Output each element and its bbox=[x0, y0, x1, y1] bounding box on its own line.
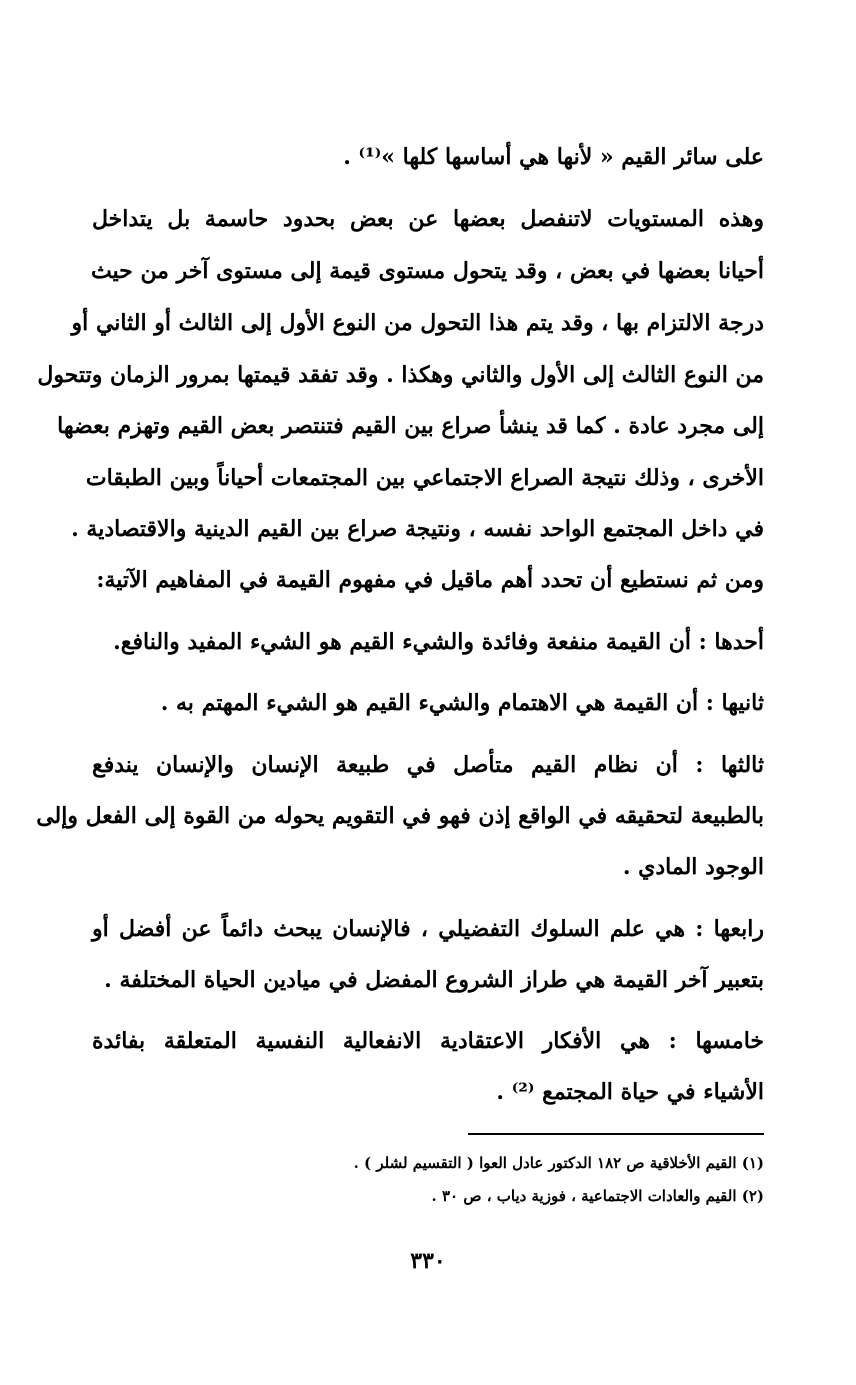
paragraph-line: ومن ثم نستطيع أن تحدد أهم ماقيل في مفهوم القيمة في المفاهيم الآتية: bbox=[96, 567, 764, 593]
paragraph-line: درجة الالتزام بها ، وقد يتم هذا التحول من النوع الأول إلى الثالث أو الثاني أو bbox=[71, 310, 764, 336]
footnote-divider bbox=[468, 1133, 764, 1135]
footnote-2: (٢) القيم والعادات الاجتماعية ، فوزية دياب ، ص ٣٠ . bbox=[431, 1187, 764, 1205]
footnote-1: (١) القيم الأخلاقية ص ١٨٢ الدكتور عادل العوا ( التقسيم لشلر ) . bbox=[353, 1154, 764, 1172]
concept-item-3: ثالثها : أن نظام القيم متأصل في طبيعة الإنسان والإنسان يندفع bbox=[92, 752, 764, 778]
paragraph-line: الأخرى ، وذلك نتيجة الصراع الاجتماعي بين المجتمعات أحياناً وبين الطبقات bbox=[85, 465, 764, 491]
body-line: على سائر القيم « لأنها هي أساسها كلها »⁽¹⁾ . bbox=[343, 144, 764, 170]
concept-item-3-cont: الوجود المادي . bbox=[622, 854, 764, 880]
concept-item-2: ثانيها : أن القيمة هي الاهتمام والشيء القيم هو الشيء المهتم به . bbox=[160, 690, 764, 716]
concept-item-5-cont: الأشياء في حياة المجتمع ⁽²⁾ . bbox=[496, 1079, 764, 1105]
paragraph-line: في داخل المجتمع الواحد نفسه ، ونتيجة صراع بين القيم الدينية والاقتصادية . bbox=[71, 516, 764, 542]
page-number: ٣٣٠ bbox=[410, 1248, 446, 1274]
concept-item-4: رابعها : هي علم السلوك التفضيلي ، فالإنسان يبحث دائماً عن أفضل أو bbox=[92, 916, 764, 942]
paragraph-line: وهذه المستويات لاتنفصل بعضها عن بعض بحدود حاسمة بل يتداخل bbox=[92, 206, 764, 232]
concept-item-3-cont: بالطبيعة لتحقيقه في الواقع إذن فهو في التقويم يحوله من القوة إلى الفعل وإلى bbox=[36, 803, 764, 829]
paragraph-line: أحيانا بعضها في بعض ، وقد يتحول مستوى قيمة إلى مستوى آخر من حيث bbox=[90, 258, 764, 284]
concept-item-4-cont: بتعبير آخر القيمة هي طراز الشروع المفضل في ميادين الحياة المختلفة . bbox=[104, 967, 764, 993]
paragraph-line: من النوع الثالث إلى الأول والثاني وهكذا . وقد تفقد قيمتها بمرور الزمان وتتحول bbox=[37, 362, 764, 388]
paragraph-line: إلى مجرد عادة . كما قد ينشأ صراع بين القيم فتنتصر بعض القيم وتهزم بعضها bbox=[57, 413, 764, 439]
concept-item-5: خامسها : هي الأفكار الاعتقادية الانفعالية النفسية المتعلقة بفائدة bbox=[92, 1028, 764, 1054]
concept-item-1: أحدها : أن القيمة منفعة وفائدة والشيء القيم هو الشيء المفيد والنافع. bbox=[113, 629, 764, 655]
